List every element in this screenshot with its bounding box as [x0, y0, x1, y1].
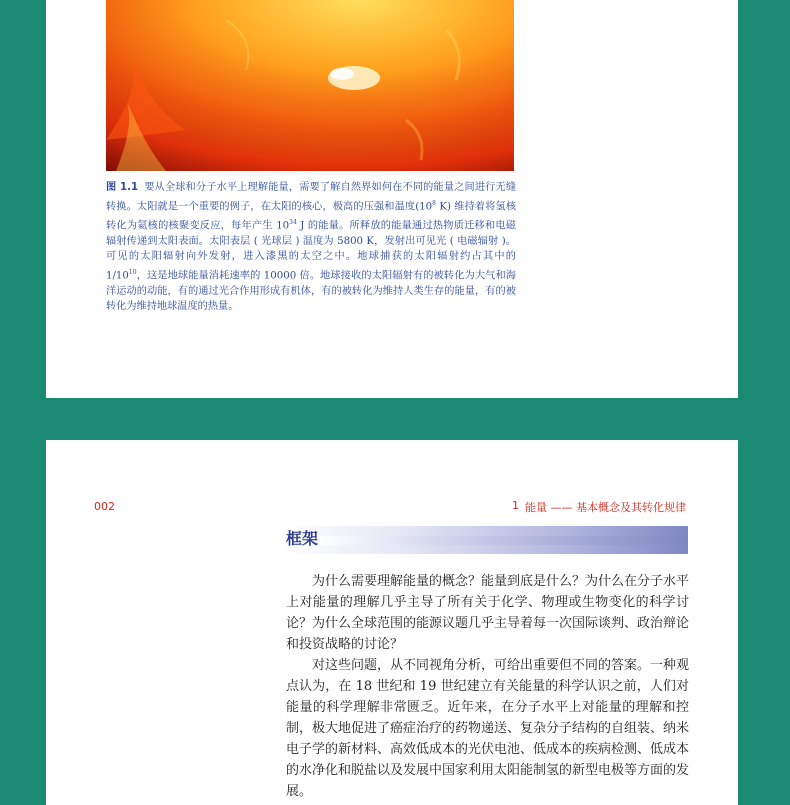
section-title-bar	[284, 526, 688, 554]
caption-text: ，这是地球能量消耗速率的 10000 倍。地球接收的太阳辐射有的被转化为大气和海洋运动的动能，有的通过光合作用形成有机体，有的被转化为维持人类生存的能量，有的被转化为维持地球温度的热量。	[106, 270, 516, 313]
figure-label: 图 1.1	[106, 182, 139, 193]
chapter-title: 能量 —— 基本概念及其转化规律	[525, 501, 686, 514]
chapter-number: 1	[512, 499, 519, 512]
running-head	[512, 499, 686, 515]
paragraph: 为什么需要理解能量的概念？能量到底是什么？为什么在分子水平上对能量的理解几乎主导了所有关于化学、物理或生物变化的科学讨论？为什么全球范围的能源议题几乎主导着每一次国际谈判、政治辩论和投资战略的讨论？	[286, 574, 690, 652]
caption-exponent: 34	[289, 218, 297, 226]
page-number: 002	[94, 500, 115, 513]
section-title: 框架	[286, 529, 319, 548]
bottom-page	[46, 440, 738, 805]
paragraph: 对这些问题，从不同视角分析，可给出重要但不同的答案。一种观点认为，在 18 世纪和 19 世纪建立有关能量的科学认识之前，人们对能量的科学理解非常匮乏。近年来，在分子水平上对能量的理解和控制，极大地促进了癌症治疗的药物递送、复杂分子结构的自组装、纳米电子学的新材料、高效低成本的光伏电池、低成本的疾病检测、低成本的水净化和脱盐以及发展中国家利用太阳能制氢的新型电极等方面的发展。	[286, 658, 690, 799]
figure-caption	[106, 180, 516, 315]
sun-photo	[106, 0, 514, 171]
sun-surface-graphic	[106, 0, 514, 171]
caption-exponent: 10	[128, 268, 137, 276]
caption-text: J 的能量。所释放的能量通过热物质迁移和电磁辐射传递到太阳表面。太阳表层 ( 光球层 ) 温度为 5800 K，发射出可见光 ( 电磁辐射 )。可见的太阳辐射向外发射，进入漆黑的太空之中。地球捕获的太阳辐射约占其中的 1/10	[106, 219, 516, 282]
caption-exponent: 8	[432, 199, 436, 207]
body-text	[286, 571, 689, 802]
top-page	[46, 0, 738, 398]
caption-text: K) 维持着将氢核转化为氦核的核聚变反应，每年产生 10	[106, 200, 517, 231]
caption-text: 要从全球和分子水平上理解能量，需要了解自然界如何在不同的能量之间进行无缝转换。太阳就是一个重要的例子，在太阳的核心，极高的压强和温度(10	[106, 182, 517, 212]
